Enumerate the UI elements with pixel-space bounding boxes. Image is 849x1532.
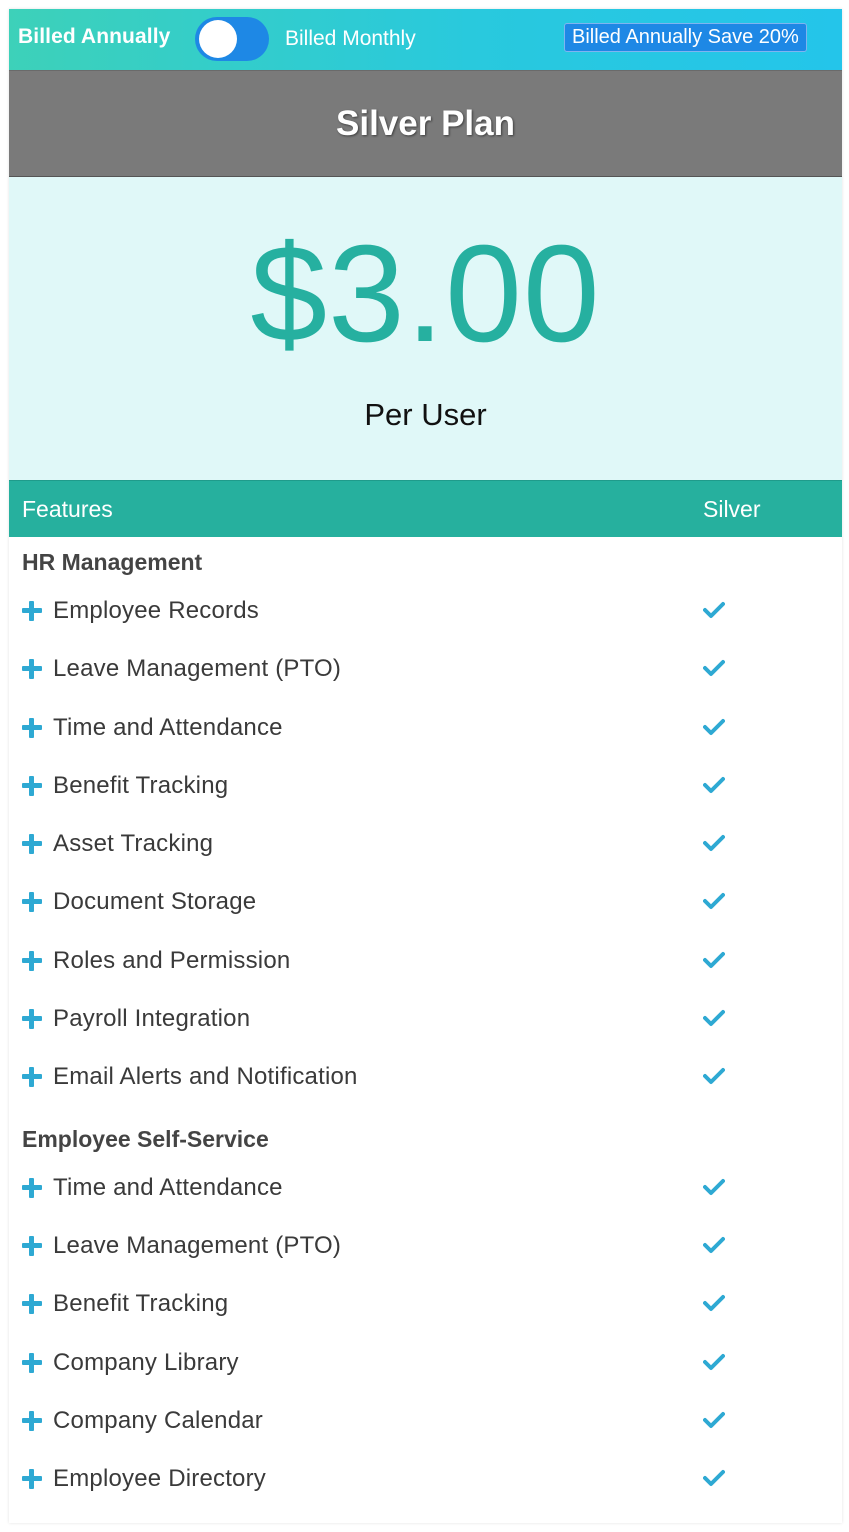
feature-row[interactable] <box>9 1282 842 1340</box>
plan-title: Silver Plan <box>336 103 515 143</box>
plus-icon[interactable] <box>22 601 42 621</box>
check-icon <box>703 1236 725 1254</box>
feature-row[interactable] <box>9 589 842 647</box>
feature-row[interactable] <box>9 1224 842 1282</box>
feature-row[interactable] <box>9 1457 842 1515</box>
plus-icon[interactable] <box>22 718 42 738</box>
feature-label: Time and Attendance <box>53 1173 283 1201</box>
plus-icon[interactable] <box>22 951 42 971</box>
feature-label: Leave Management (PTO) <box>53 655 342 683</box>
feature-label: Roles and Permission <box>53 946 291 974</box>
feature-label: Employee Directory <box>53 1465 267 1493</box>
feature-label: Payroll Integration <box>53 1005 251 1033</box>
feature-row[interactable] <box>9 939 842 997</box>
price-unit: Per User <box>364 397 487 432</box>
plus-icon[interactable] <box>22 1294 42 1314</box>
feature-row[interactable] <box>9 997 842 1055</box>
feature-row[interactable] <box>9 1399 842 1457</box>
billed-monthly-label[interactable]: Billed Monthly <box>285 27 416 50</box>
feature-row[interactable] <box>9 1341 842 1399</box>
toggle-knob[interactable] <box>199 20 237 58</box>
check-icon <box>703 659 725 677</box>
feature-label: Email Alerts and Notification <box>53 1063 358 1091</box>
check-icon <box>703 1178 725 1196</box>
billing-toggle-bar <box>9 9 842 70</box>
features-column-header: Features <box>22 496 113 522</box>
check-icon <box>703 1469 725 1487</box>
feature-row[interactable] <box>9 706 842 764</box>
features-list <box>9 537 842 1515</box>
plus-icon[interactable] <box>22 1353 42 1373</box>
feature-label: Employee Records <box>53 597 259 624</box>
feature-label: Document Storage <box>53 888 257 916</box>
pricing-card <box>9 9 842 1523</box>
check-icon <box>703 1009 725 1027</box>
plus-icon[interactable] <box>22 776 42 796</box>
plan-column-header: Silver <box>703 496 761 522</box>
check-icon <box>703 892 725 910</box>
check-icon <box>703 1353 725 1371</box>
price-value: $3.00 <box>250 217 601 371</box>
plus-icon[interactable] <box>22 659 42 679</box>
feature-row[interactable] <box>9 1166 842 1224</box>
feature-row[interactable] <box>9 764 842 822</box>
plus-icon[interactable] <box>22 1067 42 1087</box>
check-icon <box>703 1411 725 1429</box>
feature-label: Benefit Tracking <box>53 1290 229 1318</box>
feature-label: Company Library <box>53 1348 239 1376</box>
check-icon <box>703 834 725 852</box>
check-icon <box>703 601 725 619</box>
plus-icon[interactable] <box>22 892 42 912</box>
plus-icon[interactable] <box>22 1009 42 1029</box>
check-icon <box>703 776 725 794</box>
features-table-header <box>9 480 842 537</box>
feature-row[interactable] <box>9 822 842 880</box>
plus-icon[interactable] <box>22 834 42 854</box>
feature-label: Time and Attendance <box>53 713 283 741</box>
check-icon <box>703 718 725 736</box>
plus-icon[interactable] <box>22 1236 42 1256</box>
feature-label: Asset Tracking <box>53 830 214 858</box>
feature-row[interactable] <box>9 880 842 938</box>
feature-label: Company Calendar <box>53 1406 263 1434</box>
feature-label: Leave Management (PTO) <box>53 1231 342 1259</box>
feature-row[interactable] <box>9 1055 842 1113</box>
plus-icon[interactable] <box>22 1178 42 1198</box>
price-box <box>9 177 842 480</box>
plus-icon[interactable] <box>22 1469 42 1489</box>
save-badge: Billed Annually Save 20% <box>564 23 807 52</box>
plus-icon[interactable] <box>22 1411 42 1431</box>
plan-header <box>9 70 842 177</box>
check-icon <box>703 1294 725 1312</box>
feature-row[interactable] <box>9 647 842 705</box>
section-title: HR Management <box>22 549 203 575</box>
section-title: Employee Self-Service <box>22 1125 269 1152</box>
check-icon <box>703 1067 725 1085</box>
feature-label: Benefit Tracking <box>53 771 229 799</box>
check-icon <box>703 951 725 969</box>
billed-annually-label[interactable]: Billed Annually <box>18 25 171 48</box>
billing-toggle-switch[interactable] <box>195 17 269 61</box>
